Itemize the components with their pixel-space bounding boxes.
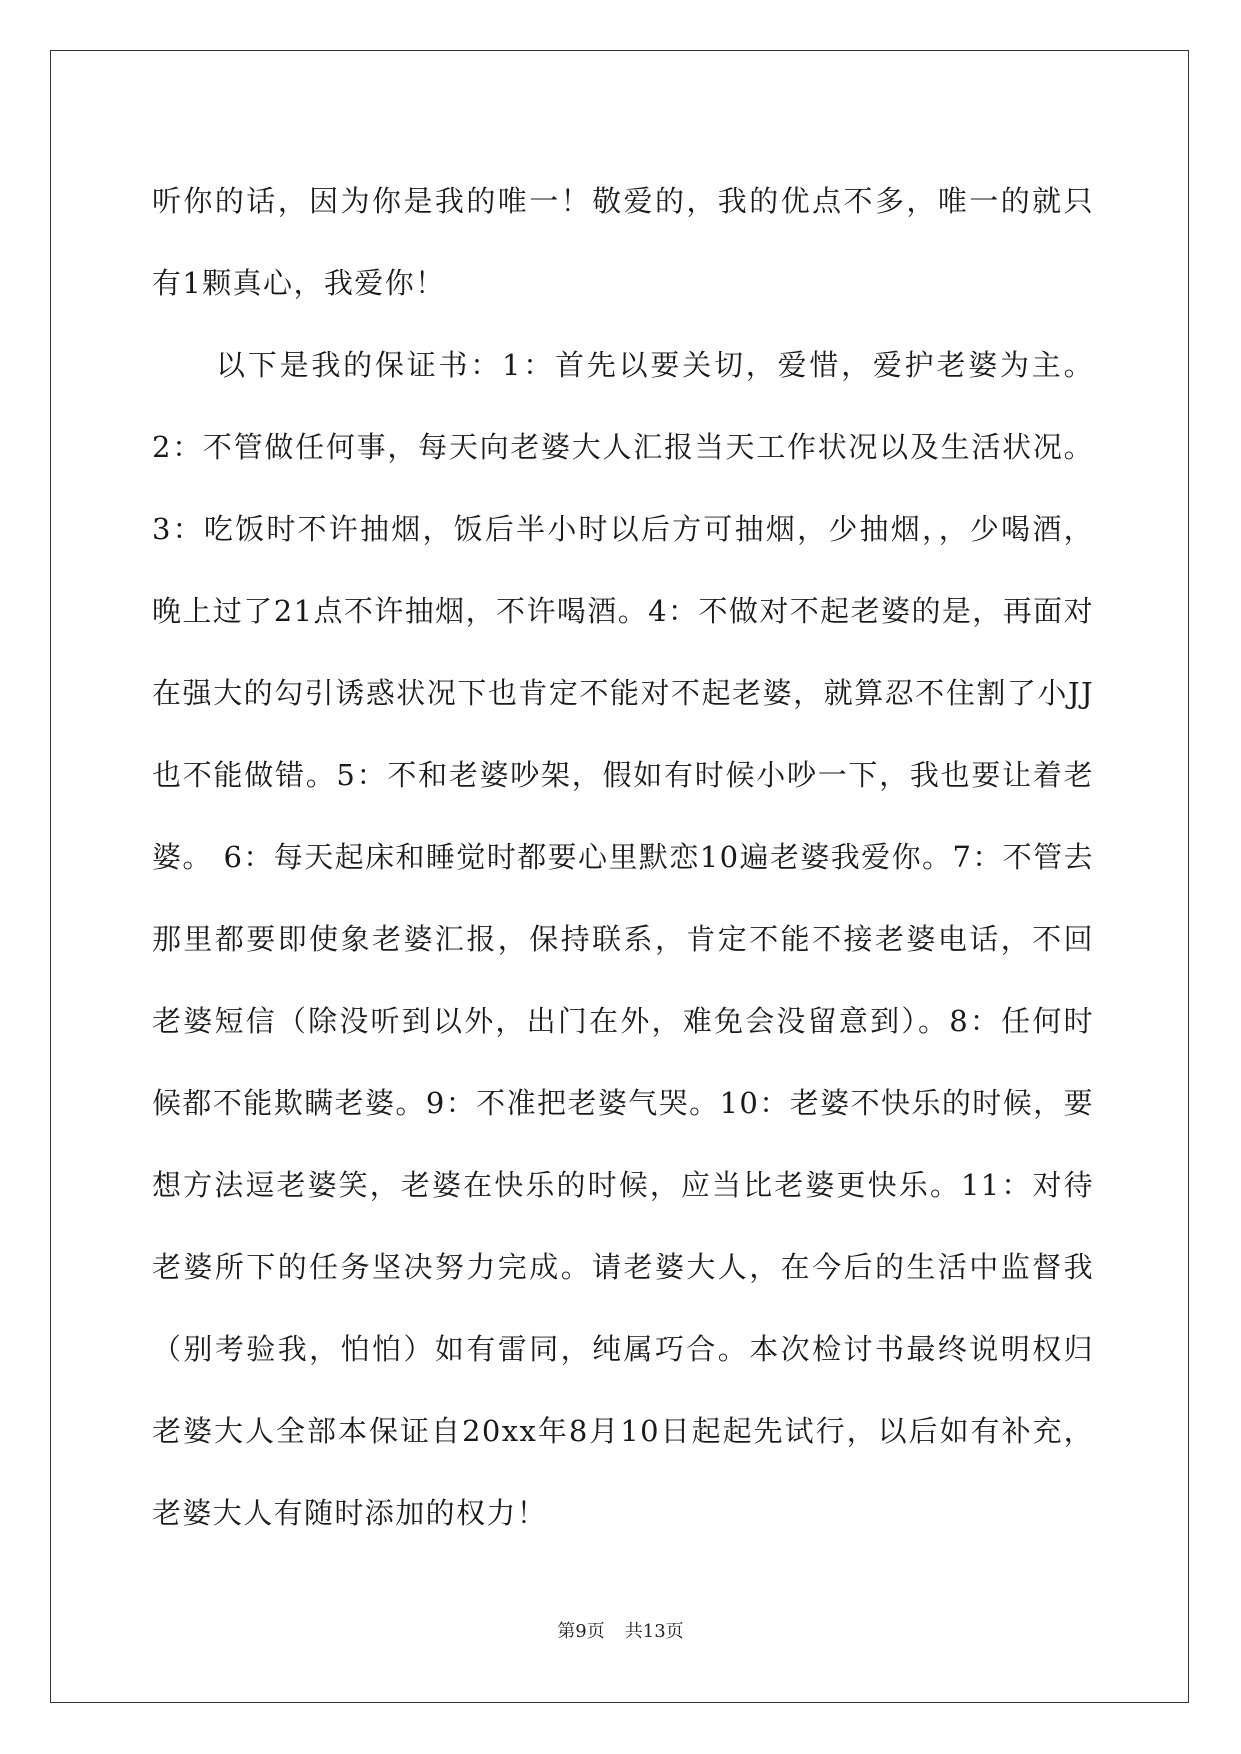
page-number-current: 第9页	[557, 1621, 605, 1642]
paragraph-2: 以下是我的保证书：1：首先以要关切，爱惜，爱护老婆为主。2：不管做任何事，每天向老婆大人汇报当天工作状况以及生活状况。3：吃饭时不许抽烟，饭后半小时以后方可抽烟，少抽烟，，少喝酒，晚上过了21点不许抽烟，不许喝酒。4：不做对不起老婆的是，再面对在强大的勾引诱惑状况下也肯定不能对不起老婆，就算忍不住割了小JJ也不能做错。5：不和老婆吵架，假如有时候小吵一下，我也要让着老婆。 6：每天起床和睡觉时都要心里默恋10遍老婆我爱你。7：不管去那里都要即使象老婆汇报，保持联系，肯定不能不接老婆电话，不回老婆短信（除没听到以外，出门在外，难免会没留意到）。8：任何时候都不能欺瞒老婆。9：不准把老婆气哭。10：老婆不快乐的时候，要想方法逗老婆笑，老婆在快乐的时候，应当比老婆更快乐。11：对待老婆所下的任务坚决努力完成。请老婆大人，在今后的生活中监督我（别考验我，怕怕）如有雷同，纯属巧合。本次检讨书最终说明权归老婆大人全部本保证自20xx年8月10日起起先试行，以后如有补充，老婆大人有随时添加的权力！	[152, 348, 1094, 1530]
document-body	[152, 160, 1094, 1554]
paragraph-1: 听你的话，因为你是我的唯一！敬爱的，我的优点不多，唯一的就只有1颗真心，我爱你！	[152, 184, 1094, 300]
page-footer	[0, 1617, 1241, 1643]
page-number-total: 共13页	[624, 1621, 684, 1642]
